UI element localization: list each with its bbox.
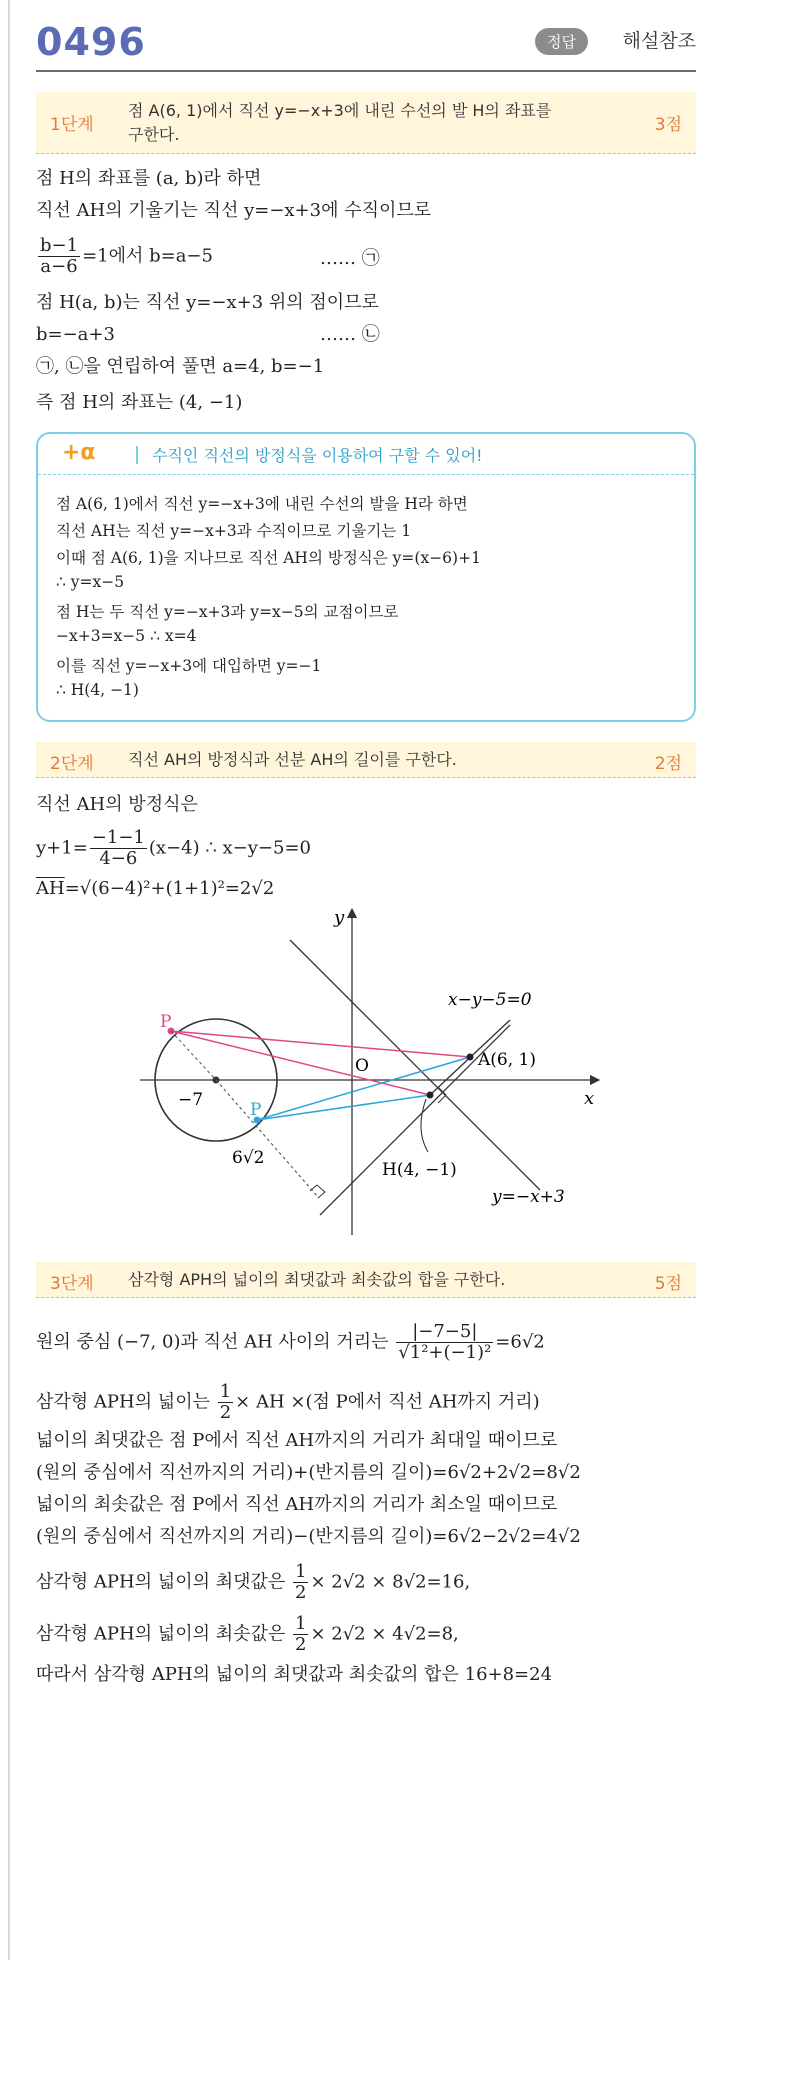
half-denominator-2: 2 bbox=[294, 1582, 307, 1603]
s3-line2-post: × AH ×(점 P에서 직선 AH까지 거리) bbox=[235, 1391, 540, 1413]
fraction-numerator-2: −1−1 bbox=[91, 827, 145, 848]
s3-line3: 넓이의 최댓값은 점 P에서 직선 AH까지의 거리가 최대일 때이므로 bbox=[36, 1430, 558, 1451]
right-angle-mark-center bbox=[310, 1185, 325, 1198]
s3-line5: 넓이의 최솟값은 점 P에서 직선 AH까지의 거리가 최소일 때이므로 bbox=[36, 1494, 558, 1515]
s3-line7-post: × 2√2 × 8√2=16, bbox=[310, 1571, 471, 1593]
problem-number: 0496 bbox=[36, 20, 146, 64]
point-a-label: A(6, 1) bbox=[478, 1050, 536, 1070]
s2-line1: 직선 AH의 방정식은 bbox=[36, 794, 198, 815]
step2-points: 2점 bbox=[654, 754, 682, 774]
s2-eq-left: y+1= bbox=[36, 837, 88, 859]
tip-line-4: ∴ y=x−5 bbox=[56, 573, 125, 591]
point-h-label: H(4, −1) bbox=[382, 1160, 457, 1180]
line2-label: y=−x+3 bbox=[492, 1187, 565, 1207]
line1-label: x−y−5=0 bbox=[448, 990, 532, 1010]
step1-points: 3점 bbox=[654, 115, 682, 135]
s1-line3-rest: =1에서 b=a−5 bbox=[82, 245, 213, 267]
s2-eq-right: (x−4) ∴ x−y−5=0 bbox=[148, 837, 311, 859]
s1-line2: 직선 AH의 기울기는 직선 y=−x+3에 수직이므로 bbox=[36, 200, 432, 221]
half-numerator-3: 1 bbox=[294, 1613, 307, 1634]
s1-mark1: …… ㉠ bbox=[320, 248, 380, 269]
s3-line7 bbox=[36, 1562, 470, 1603]
step3-desc: 삼각형 APH의 넓이의 최댓값과 최솟값의 합을 구한다. bbox=[128, 1270, 506, 1289]
step2-desc: 직선 AH의 방정식과 선분 AH의 길이를 구한다. bbox=[128, 750, 457, 769]
distance-denominator: √1²+(−1)² bbox=[398, 1342, 492, 1363]
half-numerator: 1 bbox=[219, 1381, 232, 1402]
s3-line8-pre: 삼각형 APH의 넓이의 최솟값은 bbox=[36, 1623, 286, 1645]
plus-alpha-icon: +α bbox=[62, 440, 96, 465]
tip-line-2: 직선 AH는 직선 y=−x+3과 수직이므로 기울기는 1 bbox=[56, 522, 412, 540]
s3-line9: 따라서 삼각형 APH의 넓이의 최댓값과 최솟값의 합은 16+8=24 bbox=[36, 1664, 553, 1685]
blue-side-ph bbox=[257, 1095, 430, 1120]
s3-line6: (원의 중심에서 직선까지의 거리)−(반지름의 길이)=6√2−2√2=4√2 bbox=[36, 1526, 581, 1547]
segment-ah-length: =√(6−4)²+(1+1)²=2√2 bbox=[64, 878, 275, 899]
step1-desc-line2: 구한다. bbox=[128, 125, 180, 144]
distance-fraction bbox=[396, 1322, 493, 1363]
half-fraction-3 bbox=[293, 1614, 308, 1655]
tip-line-3: 이때 점 A(6, 1)을 지나므로 직선 AH의 방정식은 y=(x−6)+1 bbox=[56, 549, 481, 567]
s2-line2 bbox=[36, 828, 311, 869]
step3-label: 3단계 bbox=[50, 1274, 94, 1294]
half-denominator: 2 bbox=[219, 1402, 232, 1423]
step3-banner bbox=[36, 1262, 696, 1298]
s3-line4: (원의 중심에서 직선까지의 거리)+(반지름의 길이)=6√2+2√2=8√2 bbox=[36, 1462, 581, 1483]
half-denominator-3: 2 bbox=[294, 1634, 307, 1655]
answer-text: 해설참조 bbox=[622, 30, 696, 52]
tip-divider bbox=[136, 446, 138, 464]
s3-line8 bbox=[36, 1614, 459, 1655]
step1-desc bbox=[128, 99, 616, 147]
half-numerator-2: 1 bbox=[294, 1561, 307, 1582]
segment-ah: $\overline{AH}$ bbox=[36, 878, 65, 899]
step1-desc-line1: 점 A(6, 1)에서 직선 y=−x+3에 내린 수선의 발 H의 좌표를 bbox=[128, 101, 552, 120]
s1-line1: 점 H의 좌표를 (a, b)라 하면 bbox=[36, 168, 262, 189]
s3-line2 bbox=[36, 1382, 540, 1423]
s3-line8-post: × 2√2 × 4√2=8, bbox=[310, 1623, 459, 1645]
tip-line-8: ∴ H(4, −1) bbox=[56, 681, 139, 699]
s3-line1-pre: 원의 중심 (−7, 0)과 직선 AH 사이의 거리는 bbox=[36, 1331, 389, 1353]
tip-box bbox=[36, 432, 696, 722]
pink-side-pa bbox=[171, 1031, 470, 1057]
point-a bbox=[467, 1054, 474, 1061]
slope-fraction-2 bbox=[90, 828, 147, 869]
h-label-pointer bbox=[421, 1099, 428, 1152]
s3-line1-post: =6√2 bbox=[495, 1331, 545, 1353]
s1-line4: 점 H(a, b)는 직선 y=−x+3 위의 점이므로 bbox=[36, 292, 379, 313]
radius-distance-label: 6√2 bbox=[232, 1148, 265, 1168]
fraction-numerator: b−1 bbox=[40, 235, 79, 256]
point-p-near-label: P bbox=[250, 1100, 262, 1120]
header bbox=[36, 14, 696, 74]
s3-line2-pre: 삼각형 APH의 넓이는 bbox=[36, 1391, 210, 1413]
fraction-denominator: a−6 bbox=[40, 256, 78, 277]
s1-line6: ㉠, ㉡을 연립하여 풀면 a=4, b=−1 bbox=[36, 356, 325, 377]
tip-line-1: 점 A(6, 1)에서 직선 y=−x+3에 내린 수선의 발을 H라 하면 bbox=[56, 495, 468, 513]
s3-line1 bbox=[36, 1322, 545, 1363]
x-axis-label: x bbox=[584, 1088, 595, 1109]
s2-line3 bbox=[36, 876, 274, 902]
step2-label: 2단계 bbox=[50, 754, 94, 774]
half-fraction-2 bbox=[293, 1562, 308, 1603]
tip-line-5: 점 H는 두 직선 y=−x+3과 y=x−5의 교점이므로 bbox=[56, 603, 399, 621]
step3-points: 5점 bbox=[654, 1274, 682, 1294]
dotted-radius-far bbox=[171, 1031, 216, 1080]
tip-header bbox=[38, 434, 694, 475]
half-fraction bbox=[218, 1382, 233, 1423]
tip-title: 수직인 직선의 방정식을 이용하여 구할 수 있어! bbox=[152, 446, 483, 465]
slope-fraction bbox=[38, 236, 80, 277]
step2-banner bbox=[36, 742, 696, 778]
point-h bbox=[427, 1092, 434, 1099]
distance-numerator: |−7−5| bbox=[396, 1322, 493, 1343]
answer-tag: 정답 bbox=[535, 28, 588, 55]
tip-line-7: 이를 직선 y=−x+3에 대입하면 y=−1 bbox=[56, 657, 322, 675]
fraction-denominator-2: 4−6 bbox=[99, 848, 138, 869]
header-divider bbox=[36, 70, 696, 72]
s1-line5: b=−a+3 bbox=[36, 324, 115, 345]
s3-line7-pre: 삼각형 APH의 넓이의 최댓값은 bbox=[36, 1571, 286, 1593]
step1-banner bbox=[36, 92, 696, 154]
point-p-far-label: P bbox=[160, 1012, 172, 1032]
coordinate-figure bbox=[0, 905, 800, 1245]
s1-line3 bbox=[36, 236, 213, 277]
tip-line-6: −x+3=x−5 ∴ x=4 bbox=[56, 627, 197, 645]
y-axis-label: y bbox=[334, 907, 345, 928]
origin-label: O bbox=[355, 1056, 369, 1076]
s1-mark2: …… ㉡ bbox=[320, 324, 380, 345]
s1-line7: 즉 점 H의 좌표는 (4, −1) bbox=[36, 392, 243, 413]
center-label: −7 bbox=[178, 1090, 204, 1110]
step1-label: 1단계 bbox=[50, 115, 94, 135]
